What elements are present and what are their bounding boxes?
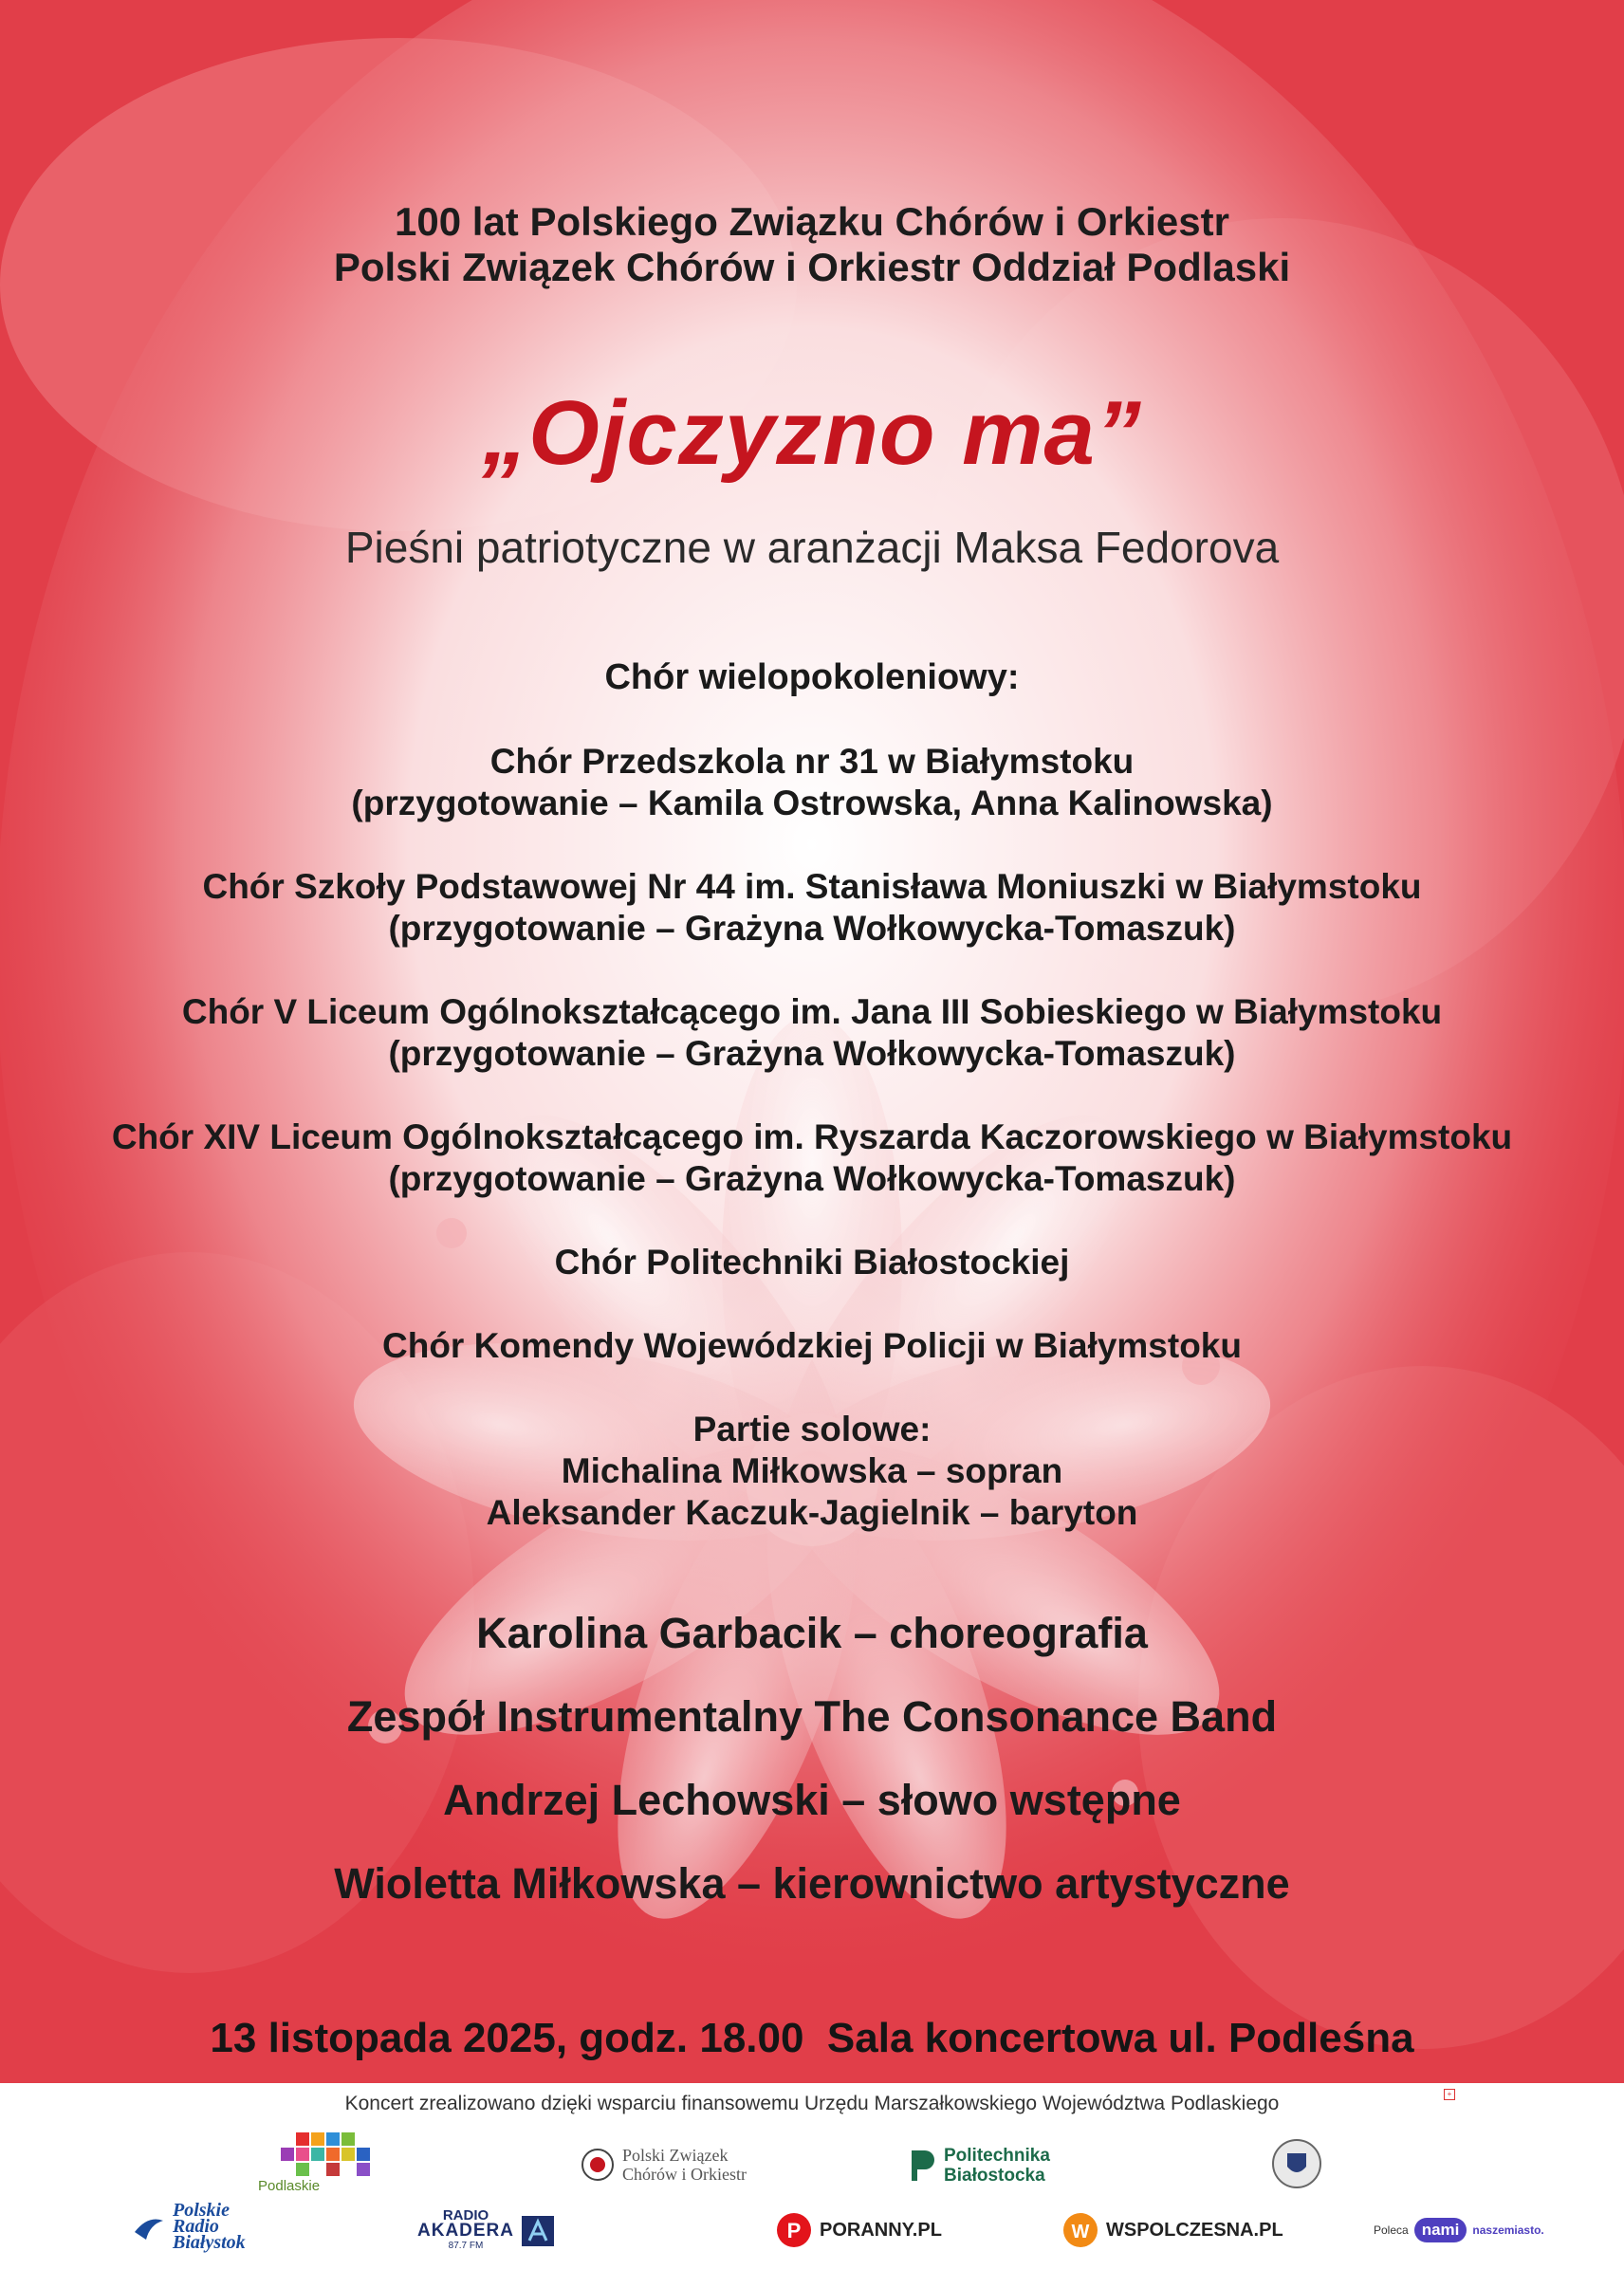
podlaskie-label: Podlaskie	[258, 2178, 321, 2194]
politechnika-logo[interactable]	[906, 2146, 1050, 2186]
event-subtitle: Pieśni patriotyczne w aranżacji Maksa Fedorova	[344, 523, 1280, 572]
radio-line-2: Radio	[173, 2216, 219, 2237]
choir-4-prep: (przygotowanie – Grażyna Wołkowycka-Tomaszuk)	[388, 1159, 1236, 1198]
radio-akadera-logo[interactable]	[417, 2208, 554, 2254]
politechnika-line-1: Politechnika	[944, 2146, 1050, 2166]
wspolczesna-label: WSPOLCZESNA.PL	[1106, 2219, 1283, 2241]
radio-bialystok-logo[interactable]	[133, 2200, 246, 2253]
nami-prefix: Poleca	[1374, 2223, 1409, 2237]
section-heading: Chór wielopokoleniowy:	[604, 657, 1020, 697]
credit-2: Zespół Instrumentalny The Consonance Band	[346, 1692, 1278, 1741]
akadera-a-icon	[522, 2216, 554, 2246]
svg-text:W: W	[1071, 2222, 1090, 2242]
poranny-p-icon	[776, 2212, 812, 2248]
credit-4: Wioletta Miłkowska – kierownictwo artystyczne	[334, 1859, 1290, 1908]
choir-4-name: Chór XIV Liceum Ogólnokształcącego im. Ryszarda Kaczorowskiego w Białymstoku	[111, 1117, 1513, 1156]
sponsor-note: Koncert zrealizowano dzięki wsparciu finansowemu Urzędu Marszałkowskiego Województwa Podlaskiego	[344, 2093, 1280, 2114]
police-logo[interactable]	[1271, 2138, 1322, 2189]
politechnika-emblem-icon	[906, 2147, 936, 2185]
nami-badge: nami	[1414, 2218, 1467, 2242]
choir-5-name: Chór Politechniki Białostockiej	[554, 1243, 1070, 1282]
wspolczesna-w-icon	[1062, 2212, 1098, 2248]
event-date-time: 13 listopada 2025, godz. 18.00	[210, 2015, 804, 2061]
poranny-label: PORANNY.PL	[820, 2219, 942, 2241]
choir-2-name: Chór Szkoły Podstawowej Nr 44 im. Stanisława Moniuszki w Białymstoku	[202, 867, 1422, 906]
politechnika-line-2: Białostocka	[944, 2166, 1045, 2186]
soloist-1: Michalina Miłkowska – sopran	[561, 1451, 1063, 1490]
sponsor-footer	[0, 2083, 1624, 2288]
akadera-frequency: 87.7 FM	[448, 2241, 484, 2251]
naszemiasto-logo[interactable]	[1374, 2218, 1544, 2242]
akadera-line-1: RADIO	[442, 2207, 489, 2223]
credit-1: Karolina Garbacik – choreografia	[476, 1609, 1148, 1657]
wspolczesna-logo[interactable]	[1062, 2212, 1283, 2248]
header-line-2: Polski Związek Chórów i Orkiestr Oddział Podlaski	[333, 245, 1291, 289]
bison-mosaic-icon	[258, 2127, 381, 2186]
radio-bird-icon	[133, 2211, 165, 2243]
choir-3-name: Chór V Liceum Ogólnokształcącego im. Jana III Sobieskiego w Białymstoku	[181, 992, 1443, 1031]
svg-text:P: P	[786, 2219, 802, 2242]
event-title: „Ojczyzno ma”	[482, 382, 1142, 484]
podlaskie-logo[interactable]	[258, 2127, 381, 2194]
poranny-logo[interactable]	[776, 2212, 942, 2248]
soloist-2: Aleksander Kaczuk-Jagielnik – baryton	[486, 1493, 1138, 1532]
pzchio-line-1: Polski Związek	[622, 2146, 729, 2165]
pzchio-logo[interactable]	[581, 2146, 747, 2184]
pzchio-line-2: Chórów i Orkiestr	[622, 2165, 747, 2184]
choir-3-prep: (przygotowanie – Grażyna Wołkowycka-Tomaszuk)	[388, 1034, 1236, 1073]
choir-6-name: Chór Komendy Wojewódzkiej Policji w Białymstoku	[382, 1326, 1242, 1365]
akadera-line-2: AKADERA	[417, 2221, 514, 2241]
choir-2-prep: (przygotowanie – Grażyna Wołkowycka-Tomaszuk)	[388, 909, 1236, 948]
plus-mark-icon: +	[1444, 2089, 1455, 2100]
radio-line-3: Białystok	[173, 2232, 246, 2253]
event-venue: Sala koncertowa ul. Podleśna	[826, 2015, 1414, 2061]
choir-1-name: Chór Przedszkola nr 31 w Białymstoku	[489, 742, 1135, 781]
nami-suffix: naszemiasto.	[1472, 2223, 1544, 2237]
event-date-venue	[38, 2015, 1586, 2062]
choir-emblem-icon	[581, 2148, 615, 2182]
header-line-1: 100 lat Polskiego Związku Chórów i Orkiestr	[395, 199, 1229, 244]
choir-1-prep: (przygotowanie – Kamila Ostrowska, Anna Kalinowska)	[351, 784, 1273, 822]
soloists-heading: Partie solowe:	[692, 1410, 932, 1448]
police-badge-icon	[1271, 2138, 1322, 2189]
credit-3: Andrzej Lechowski – słowo wstępne	[443, 1776, 1181, 1824]
radio-line-1: Polskie	[173, 2200, 230, 2221]
